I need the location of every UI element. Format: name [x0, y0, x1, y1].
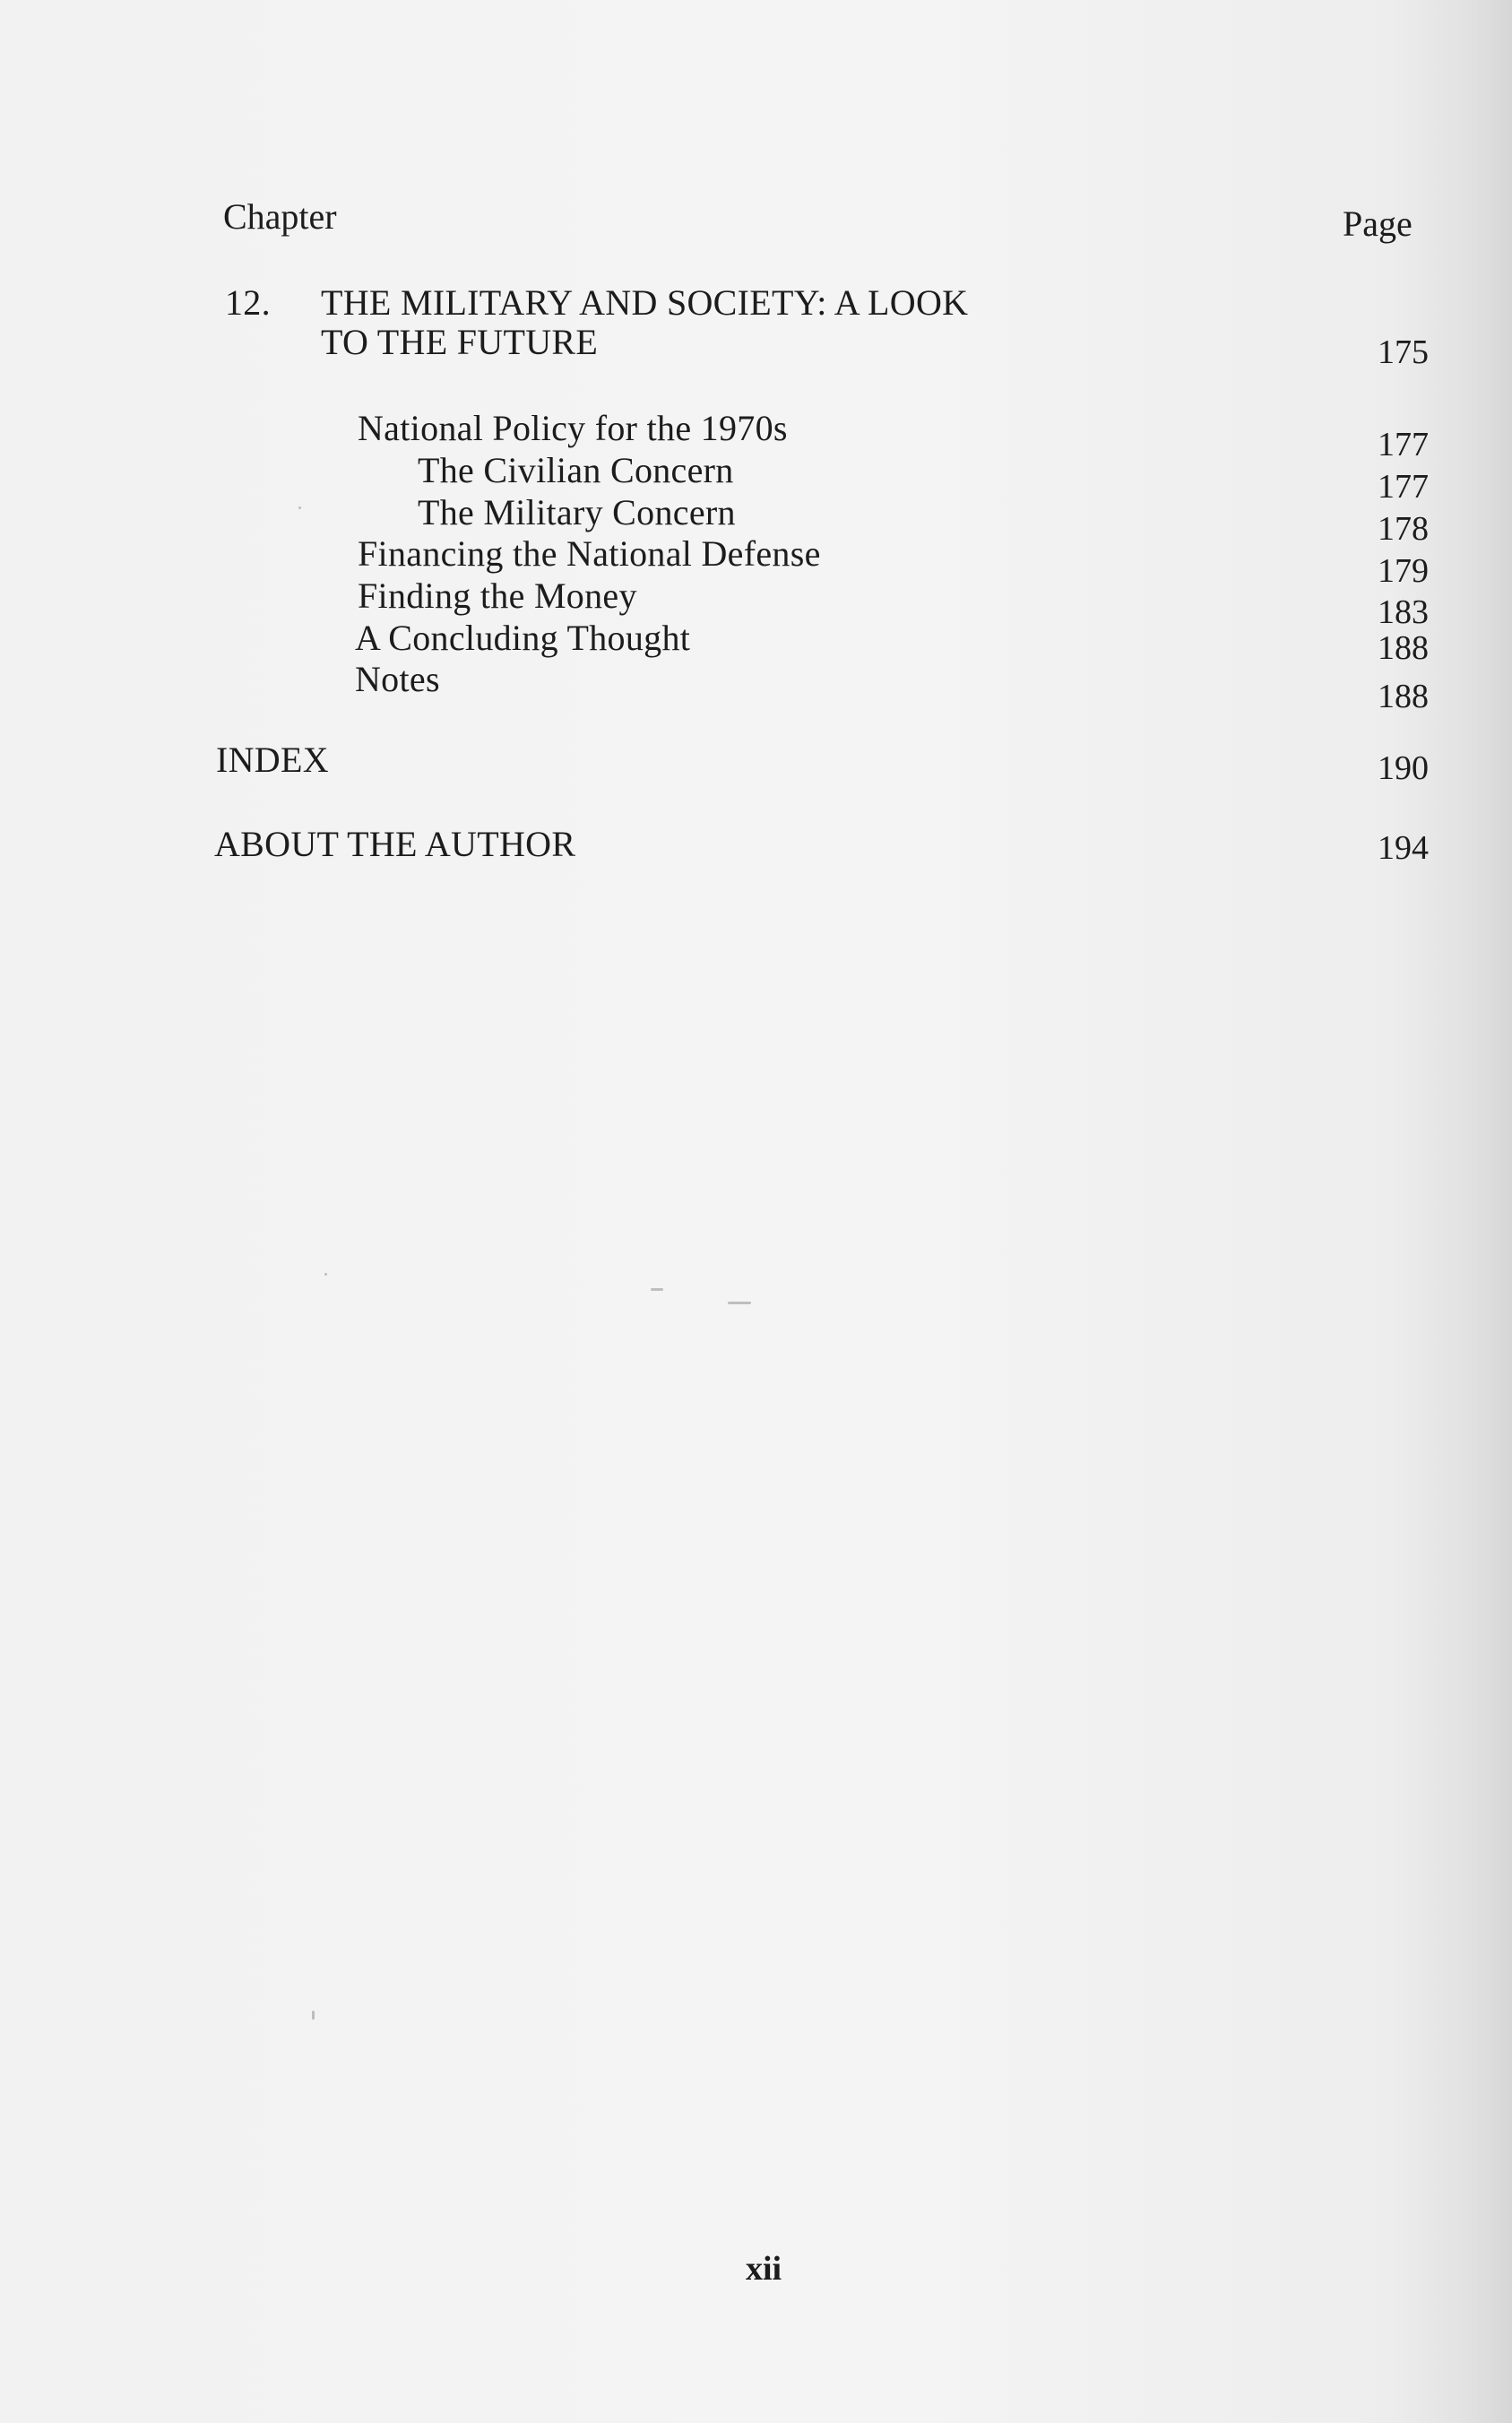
chapter-title-line2: TO THE FUTURE — [321, 322, 599, 362]
index-entry: INDEX — [216, 740, 329, 780]
print-speck — [651, 1288, 663, 1291]
about-author-page-number: 194 — [1378, 829, 1429, 867]
section-page-number: 177 — [1378, 426, 1429, 463]
section-page-number: 188 — [1378, 629, 1429, 667]
section-page-number: 183 — [1378, 593, 1429, 631]
section-page-number: 188 — [1378, 678, 1429, 715]
section-page-number: 178 — [1378, 510, 1429, 548]
section-entry: Finding the Money — [358, 575, 637, 616]
print-speck — [728, 1302, 751, 1304]
section-entry: A Concluding Thought — [355, 618, 691, 658]
subsection-entry: The Civilian Concern — [418, 450, 734, 490]
print-speck — [312, 2011, 315, 2020]
print-speck — [324, 1273, 327, 1276]
chapter-title-line1: THE MILITARY AND SOCIETY: A LOOK — [321, 282, 969, 323]
section-page-number: 179 — [1378, 552, 1429, 590]
section-entry: Notes — [355, 659, 440, 699]
page-column-header: Page — [1343, 203, 1413, 244]
about-author-entry: ABOUT THE AUTHOR — [214, 824, 576, 864]
index-page-number: 190 — [1378, 749, 1429, 787]
subsection-entry: The Military Concern — [418, 492, 736, 532]
section-entry: Financing the National Defense — [358, 533, 821, 574]
print-speck — [298, 506, 301, 509]
section-entry: National Policy for the 1970s — [358, 408, 788, 448]
section-page-number: 177 — [1378, 468, 1429, 506]
chapter-number: 12. — [225, 282, 271, 323]
chapter-page-number: 175 — [1378, 333, 1429, 371]
page-folio: xii — [746, 2250, 782, 2288]
chapter-column-header: Chapter — [223, 196, 337, 237]
